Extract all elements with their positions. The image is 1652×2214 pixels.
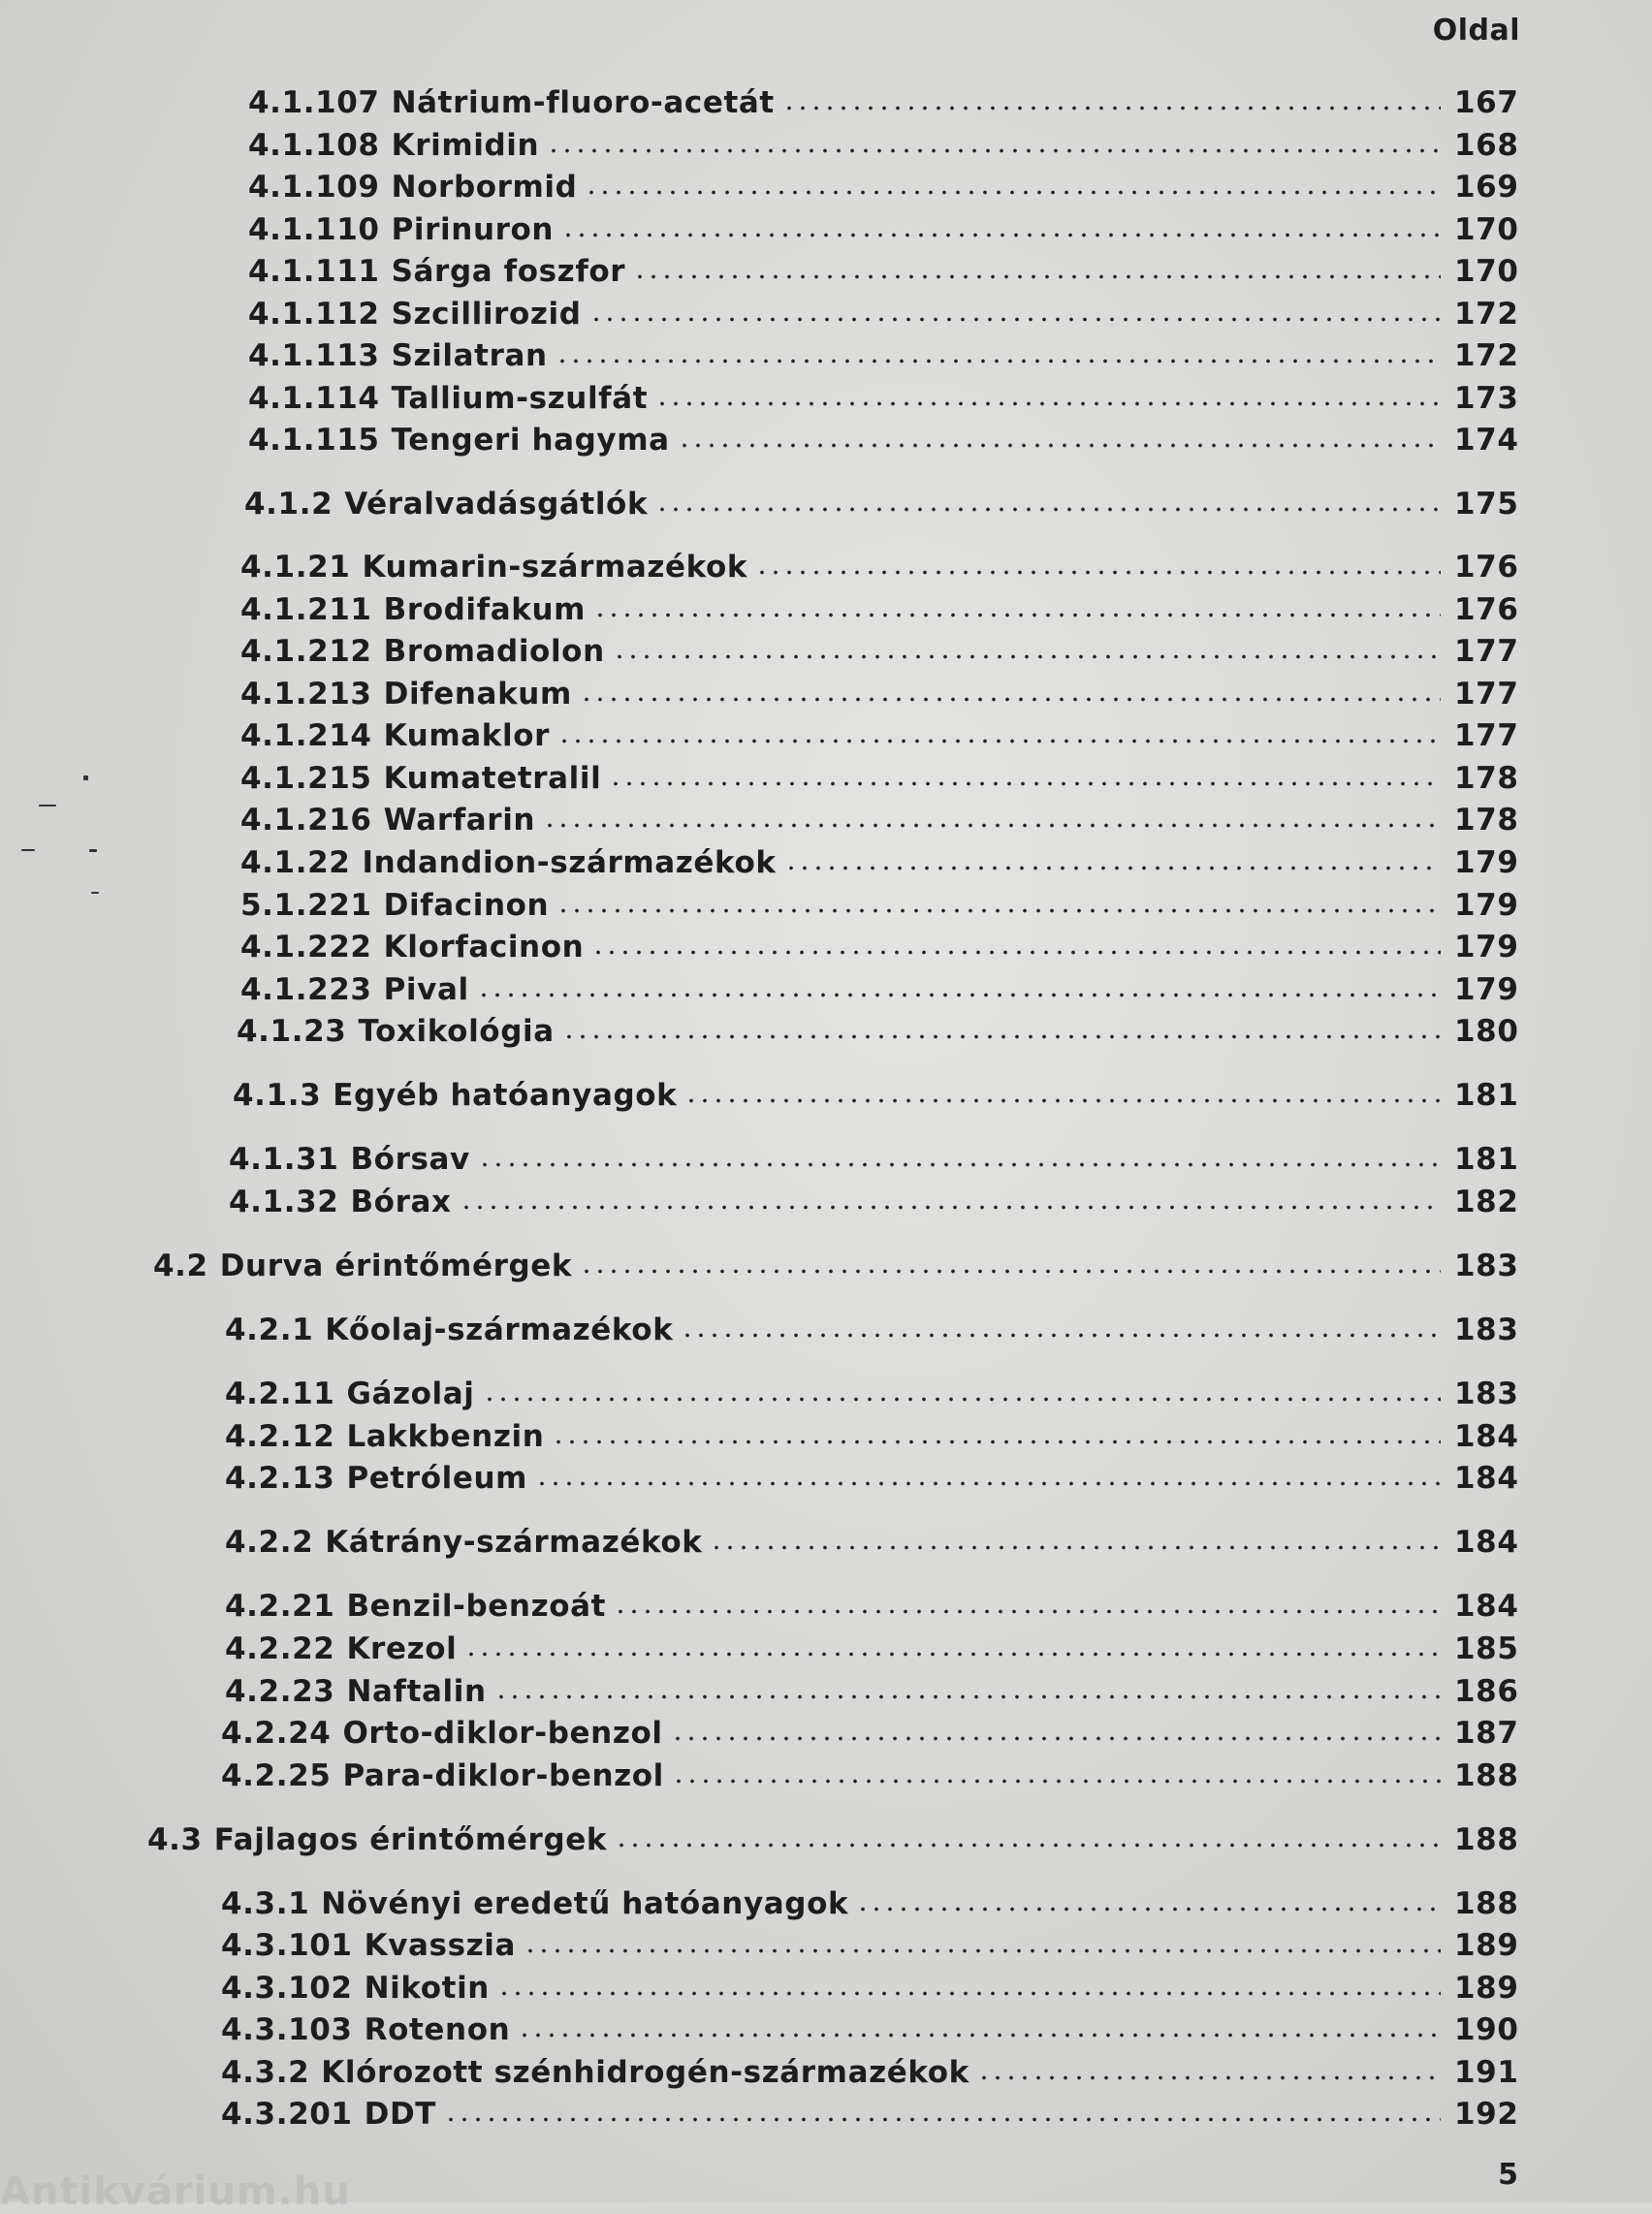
toc-entry bbox=[240, 716, 1519, 755]
toc-entry-page: 183 bbox=[1454, 1376, 1519, 1411]
toc-entry-number: 4.1.215 bbox=[240, 761, 372, 796]
toc-entry-title: Bórax bbox=[350, 1185, 452, 1219]
toc-entry-title: Növényi eredetű hatóanyagok bbox=[321, 1886, 849, 1921]
toc-entry-page: 184 bbox=[1454, 1525, 1519, 1560]
dot-leader bbox=[672, 1756, 1441, 1786]
toc-entry bbox=[225, 1523, 1519, 1562]
dot-leader bbox=[547, 126, 1441, 155]
toc-entry-number: 4.1.113 bbox=[248, 338, 380, 373]
toc-entry-title: Brodifakum bbox=[383, 592, 587, 627]
toc-entry-title: Orto-diklor-benzol bbox=[342, 1716, 663, 1751]
dot-leader bbox=[591, 928, 1441, 957]
page-column-header: Oldal bbox=[1432, 14, 1520, 47]
toc-entry-page: 189 bbox=[1454, 1928, 1519, 1963]
toc-entry-number: 4.2.25 bbox=[221, 1758, 332, 1793]
page-number: 5 bbox=[1498, 2158, 1518, 2192]
toc-entry-title: Kumaklor bbox=[383, 718, 551, 753]
toc-entry bbox=[240, 970, 1519, 1009]
toc-entry-title: Indandion-származékok bbox=[362, 845, 777, 880]
toc-entry-number: 4.1.112 bbox=[248, 297, 380, 332]
toc-entry-number: 4.2.22 bbox=[225, 1631, 335, 1666]
toc-entry-title: Kátrány-származékok bbox=[325, 1525, 703, 1560]
toc-entry-page: 188 bbox=[1454, 1822, 1519, 1857]
toc-entry-number: 4.2.21 bbox=[225, 1589, 335, 1624]
toc-entry-title: Egyéb hatóanyagok bbox=[333, 1078, 678, 1113]
toc-entry-number: 4.2.24 bbox=[221, 1716, 332, 1751]
toc-entry-number: 4.1.111 bbox=[248, 254, 380, 289]
toc-entry bbox=[225, 1459, 1519, 1498]
toc-entry-number: 4.1.23 bbox=[237, 1014, 347, 1049]
toc-entry-title: Pirinuron bbox=[391, 212, 555, 247]
toc-entry bbox=[153, 1247, 1519, 1285]
toc-entry-number: 5.1.221 bbox=[240, 888, 372, 923]
toc-entry-page: 188 bbox=[1454, 1758, 1519, 1793]
toc-entry-page: 180 bbox=[1454, 1014, 1519, 1049]
toc-entry-number: 4.1.222 bbox=[240, 930, 372, 965]
toc-entry-page: 178 bbox=[1454, 803, 1519, 838]
toc-entry-number: 4.2 bbox=[153, 1249, 208, 1283]
toc-entry-title: Klórozott szénhidrogén-származékok bbox=[321, 2055, 969, 2090]
toc-entry-title: Petróleum bbox=[346, 1461, 528, 1496]
toc-entry-page: 179 bbox=[1454, 930, 1519, 965]
toc-entry bbox=[225, 1587, 1519, 1626]
toc-entry bbox=[240, 886, 1519, 925]
toc-entry bbox=[248, 295, 1519, 333]
toc-entry-page: 178 bbox=[1454, 761, 1519, 796]
toc-entry-page: 181 bbox=[1454, 1078, 1519, 1113]
toc-entry-title: Kőolaj-származékok bbox=[325, 1313, 674, 1347]
dot-leader bbox=[535, 1459, 1441, 1488]
toc-entry-title: Szcillirozid bbox=[391, 297, 582, 332]
toc-entry-page: 169 bbox=[1454, 170, 1519, 205]
dot-leader bbox=[655, 379, 1441, 408]
toc-entry-title: Véralvadásgátlók bbox=[344, 487, 649, 522]
toc-entry-page: 173 bbox=[1454, 381, 1519, 416]
toc-entry-number: 4.1.114 bbox=[248, 381, 380, 416]
toc-entry bbox=[240, 632, 1519, 671]
toc-entry-title: Krimidin bbox=[391, 128, 540, 163]
dot-leader bbox=[681, 1311, 1441, 1340]
toc-entry-title: Fajlagos érintőmérgek bbox=[213, 1822, 608, 1857]
toc-entry-page: 190 bbox=[1454, 2012, 1519, 2047]
toc-entry-page: 184 bbox=[1454, 1589, 1519, 1624]
toc-entry bbox=[240, 928, 1519, 966]
toc-entry-page: 183 bbox=[1454, 1313, 1519, 1347]
toc-entry-number: 4.1.214 bbox=[240, 718, 372, 753]
dot-leader bbox=[710, 1523, 1441, 1552]
toc-entry-title: Szilatran bbox=[391, 338, 548, 373]
toc-entry-number: 4.3.102 bbox=[221, 1971, 353, 2006]
toc-entry-title: Kumarin-származékok bbox=[362, 550, 748, 585]
toc-entry bbox=[237, 1012, 1519, 1051]
toc-entry-page: 186 bbox=[1454, 1674, 1519, 1709]
toc-entry-page: 168 bbox=[1454, 128, 1519, 163]
toc-entry bbox=[221, 1884, 1519, 1923]
dot-leader bbox=[615, 1820, 1441, 1850]
toc-entry-page: 192 bbox=[1454, 2097, 1519, 2132]
dot-leader bbox=[494, 1672, 1441, 1701]
toc-entry bbox=[221, 1969, 1519, 2008]
toc-entry-number: 4.1.110 bbox=[248, 212, 380, 247]
dot-leader bbox=[478, 1140, 1441, 1169]
dot-leader bbox=[464, 1629, 1441, 1659]
toc-entry-page: 187 bbox=[1454, 1716, 1519, 1751]
dot-leader bbox=[556, 886, 1441, 915]
dot-leader bbox=[460, 1183, 1441, 1212]
dot-leader bbox=[580, 1247, 1441, 1276]
toc-entry bbox=[229, 1140, 1519, 1179]
margin-speck bbox=[89, 849, 97, 852]
toc-entry bbox=[244, 485, 1519, 523]
toc-entry-title: Pival bbox=[383, 972, 469, 1007]
toc-entry-title: Klorfacinon bbox=[383, 930, 585, 965]
toc-entry-page: 188 bbox=[1454, 1886, 1519, 1921]
toc-entry-number: 4.3.2 bbox=[221, 2055, 310, 2090]
toc-entry-title: Rotenon bbox=[364, 2012, 511, 2047]
toc-entry-number: 4.3 bbox=[147, 1822, 203, 1857]
watermark-logo: Antikvárium.hu bbox=[0, 2169, 351, 2214]
toc-entry-number: 4.1.3 bbox=[233, 1078, 322, 1113]
dot-leader bbox=[614, 1587, 1441, 1616]
toc-entry-title: Lakkbenzin bbox=[346, 1419, 545, 1454]
toc-entry-page: 191 bbox=[1454, 2055, 1519, 2090]
toc-entry-number: 4.3.201 bbox=[221, 2097, 353, 2132]
toc-entry bbox=[240, 675, 1519, 713]
toc-entry-title: DDT bbox=[364, 2097, 437, 2132]
dot-leader bbox=[784, 843, 1441, 872]
dot-leader bbox=[589, 295, 1441, 324]
toc-entry-page: 177 bbox=[1454, 718, 1519, 753]
toc-entry-number: 4.1.223 bbox=[240, 972, 372, 1007]
margin-speck bbox=[21, 849, 35, 851]
dot-leader bbox=[562, 1012, 1441, 1041]
toc-entry-page: 182 bbox=[1454, 1185, 1519, 1219]
dot-leader bbox=[477, 970, 1441, 999]
toc-entry bbox=[225, 1417, 1519, 1456]
toc-entry bbox=[147, 1820, 1519, 1859]
toc-entry-page: 185 bbox=[1454, 1631, 1519, 1666]
toc-entry bbox=[221, 2095, 1519, 2134]
toc-entry-page: 172 bbox=[1454, 338, 1519, 373]
toc-entry bbox=[248, 421, 1519, 459]
dot-leader bbox=[552, 1417, 1441, 1446]
toc-entry bbox=[221, 1926, 1519, 1965]
toc-entry-title: Nátrium-fluoro-acetát bbox=[391, 85, 775, 120]
toc-entry bbox=[229, 1183, 1519, 1221]
toc-entry-title: Tallium-szulfát bbox=[391, 381, 649, 416]
margin-speck bbox=[39, 805, 56, 807]
dot-leader bbox=[543, 801, 1441, 830]
dot-leader bbox=[633, 252, 1441, 281]
toc-entry bbox=[233, 1076, 1519, 1115]
toc-entry-page: 176 bbox=[1454, 592, 1519, 627]
toc-entry-number: 4.1.21 bbox=[240, 550, 351, 585]
toc-entry bbox=[221, 2053, 1519, 2092]
dot-leader bbox=[678, 421, 1441, 450]
toc-entry-page: 184 bbox=[1454, 1461, 1519, 1496]
toc-entry-title: Difacinon bbox=[383, 888, 550, 923]
dot-leader bbox=[856, 1884, 1441, 1914]
toc-entry-page: 176 bbox=[1454, 550, 1519, 585]
margin-speck bbox=[91, 892, 99, 894]
toc-entry bbox=[240, 759, 1519, 798]
dot-leader bbox=[585, 168, 1441, 197]
toc-entry-number: 4.2.11 bbox=[225, 1376, 335, 1411]
toc-entry-title: Sárga foszfor bbox=[391, 254, 626, 289]
toc-entry-number: 4.3.1 bbox=[221, 1886, 310, 1921]
toc-entry-title: Nikotin bbox=[364, 1971, 490, 2006]
toc-entry-number: 4.2.1 bbox=[225, 1313, 314, 1347]
toc-entry-page: 167 bbox=[1454, 85, 1519, 120]
toc-entry-page: 170 bbox=[1454, 254, 1519, 289]
toc-entry-number: 4.1.216 bbox=[240, 803, 372, 838]
toc-entry-page: 181 bbox=[1454, 1142, 1519, 1177]
toc-entry-number: 4.2.12 bbox=[225, 1419, 335, 1454]
toc-entry bbox=[225, 1375, 1519, 1413]
margin-speck bbox=[83, 775, 88, 780]
toc-entry-number: 4.1.31 bbox=[229, 1142, 339, 1177]
toc-entry bbox=[221, 2010, 1519, 2049]
toc-entry-page: 179 bbox=[1454, 888, 1519, 923]
dot-leader bbox=[497, 1969, 1441, 1998]
toc-entry-page: 172 bbox=[1454, 297, 1519, 332]
dot-leader bbox=[782, 83, 1441, 112]
toc-entry-page: 179 bbox=[1454, 845, 1519, 880]
toc-entry-title: Kvasszia bbox=[364, 1928, 517, 1963]
dot-leader bbox=[655, 485, 1441, 514]
toc-entry bbox=[221, 1714, 1519, 1753]
toc-entry-title: Tengeri hagyma bbox=[391, 423, 670, 458]
toc-entry bbox=[225, 1311, 1519, 1349]
toc-entry-number: 4.2.13 bbox=[225, 1461, 335, 1496]
toc-entry bbox=[248, 83, 1519, 122]
dot-leader bbox=[671, 1714, 1441, 1743]
dot-leader bbox=[524, 1926, 1441, 1955]
toc-entry-number: 4.1.108 bbox=[248, 128, 380, 163]
dot-leader bbox=[561, 210, 1441, 239]
toc-entry-title: Krezol bbox=[346, 1631, 458, 1666]
toc-entry-number: 4.1.213 bbox=[240, 677, 372, 712]
toc-entry-page: 189 bbox=[1454, 1971, 1519, 2006]
toc-entry-page: 174 bbox=[1454, 423, 1519, 458]
toc-entry-page: 183 bbox=[1454, 1249, 1519, 1283]
toc-entry-number: 4.2.2 bbox=[225, 1525, 314, 1560]
toc-entry-page: 175 bbox=[1454, 487, 1519, 522]
toc-entry-number: 4.1.32 bbox=[229, 1185, 339, 1219]
toc-entry-number: 4.3.103 bbox=[221, 2012, 353, 2047]
toc-entry-number: 4.2.23 bbox=[225, 1674, 335, 1709]
toc-entry-title: Gázolaj bbox=[346, 1376, 475, 1411]
toc-entry bbox=[240, 843, 1519, 882]
toc-entry-page: 170 bbox=[1454, 212, 1519, 247]
toc-entry-page: 177 bbox=[1454, 634, 1519, 669]
toc-entry bbox=[248, 168, 1519, 206]
dot-leader bbox=[755, 548, 1441, 577]
toc-entry-page: 177 bbox=[1454, 677, 1519, 712]
toc-entry-number: 4.1.212 bbox=[240, 634, 372, 669]
toc-entry bbox=[248, 379, 1519, 418]
toc-entry bbox=[225, 1629, 1519, 1668]
toc-entry-title: Bromadiolon bbox=[383, 634, 605, 669]
dot-leader bbox=[609, 759, 1441, 788]
dot-leader bbox=[444, 2095, 1441, 2124]
dot-leader bbox=[977, 2053, 1441, 2082]
toc-entry-title: Kumatetralil bbox=[383, 761, 602, 796]
toc-entry-title: Warfarin bbox=[383, 803, 536, 838]
toc-entry-title: Benzil-benzoát bbox=[346, 1589, 607, 1624]
toc-entry-number: 4.1.22 bbox=[240, 845, 351, 880]
toc-entry bbox=[240, 548, 1519, 586]
toc-entry bbox=[248, 252, 1519, 291]
toc-entry bbox=[225, 1672, 1519, 1711]
dot-leader bbox=[483, 1375, 1441, 1404]
toc-entry-title: Difenakum bbox=[383, 677, 572, 712]
toc-entry-page: 179 bbox=[1454, 972, 1519, 1007]
dot-leader bbox=[684, 1076, 1441, 1105]
toc-entry-number: 4.1.115 bbox=[248, 423, 380, 458]
toc-entry-number: 4.1.107 bbox=[248, 85, 380, 120]
dot-leader bbox=[556, 336, 1441, 365]
toc-entry-title: Norbormid bbox=[391, 170, 578, 205]
dot-leader bbox=[613, 632, 1441, 661]
toc-entry bbox=[221, 1756, 1519, 1795]
toc-entry-number: 4.1.109 bbox=[248, 170, 380, 205]
dot-leader bbox=[580, 675, 1441, 704]
dot-leader bbox=[593, 590, 1441, 619]
toc-entry-title: Toxikológia bbox=[358, 1014, 555, 1049]
toc-entry-title: Bórsav bbox=[350, 1142, 470, 1177]
toc-entry bbox=[240, 590, 1519, 629]
toc-entry-title: Durva érintőmérgek bbox=[219, 1249, 573, 1283]
toc-entry bbox=[240, 801, 1519, 839]
toc-entry bbox=[248, 210, 1519, 249]
toc-entry-title: Naftalin bbox=[346, 1674, 487, 1709]
toc-entry-title: Para-diklor-benzol bbox=[342, 1758, 664, 1793]
toc-entry-number: 4.1.211 bbox=[240, 592, 372, 627]
toc-entry-page: 184 bbox=[1454, 1419, 1519, 1454]
toc-entry bbox=[248, 336, 1519, 375]
dot-leader bbox=[518, 2010, 1441, 2040]
toc-entry-number: 4.1.2 bbox=[244, 487, 334, 522]
dot-leader bbox=[557, 716, 1441, 745]
toc-entry bbox=[248, 126, 1519, 165]
toc-entry-number: 4.3.101 bbox=[221, 1928, 353, 1963]
